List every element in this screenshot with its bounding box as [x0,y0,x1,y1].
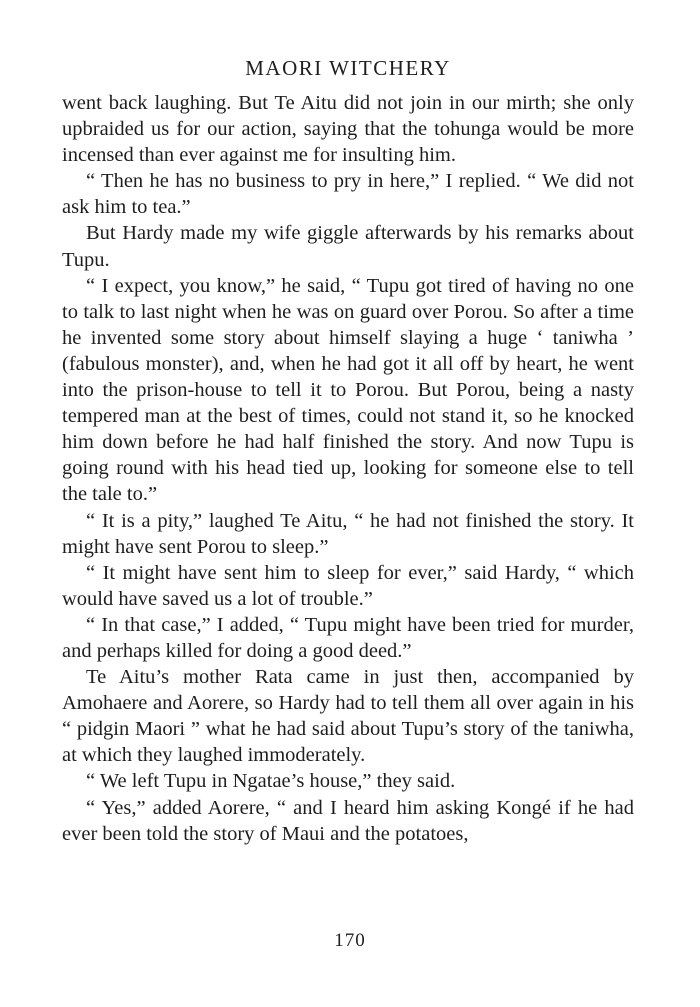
paragraph: Te Aitu’s mother Rata came in just then, accompanied by Amohaere and Aorere, so Hardy had to tell them all over again in his “ pidgin Maori ” what he had said about Tupu’s story of the taniwha, at which they laughed immoderately. [62,666,634,767]
paragraph: went back laughing. But Te Aitu did not join in our mirth; she only upbraided us for our action, saying that the tohunga would be more incensed than ever against me for insulting him. [62,92,634,167]
paragraph: “ In that case,” I added, “ Tupu might have been tried for murder, and perhaps killed for doing a good deed.” [62,613,634,662]
paragraph: “ We left Tupu in Ngatae’s house,” they said. [86,770,456,793]
running-title: MAORI WITCHERY [245,56,451,80]
paragraph: “ I expect, you know,” he said, “ Tupu got tired of having no one to talk to last night when he was on guard over Porou. So after a time he invented some story about himself slaying a huge ‘ taniwha ’ (fabulous monster), and, when he had got it all off by heart, he went into the prison-house to tell it to Porou. But Porou, being a nasty tempered man at the best of times, could not stand it, so he knocked him down before he had half finished the story. And now Tupu is going round with his head tied up, looking for someone else to tell the tale to.” [62,274,634,506]
paragraph: But Hardy made my wife giggle afterwards by his remarks about Tupu. [62,222,634,271]
paragraph: “ Yes,” added Aorere, “ and I heard him asking Kongé if he had ever been told the story of Maui and the potatoes, [62,796,634,845]
paragraph: “ It is a pity,” laughed Te Aitu, “ he had not finished the story. It might have sent Porou to sleep.” [62,509,634,558]
paragraph: “ It might have sent him to sleep for ever,” said Hardy, “ which would have saved us a lot of trouble.” [62,561,634,610]
book-page [62,54,634,847]
body-text [62,90,634,847]
paragraph: “ Then he has no business to pry in here,” I replied. “ We did not ask him to tea.” [62,170,634,219]
page-number: 170 [334,930,366,951]
